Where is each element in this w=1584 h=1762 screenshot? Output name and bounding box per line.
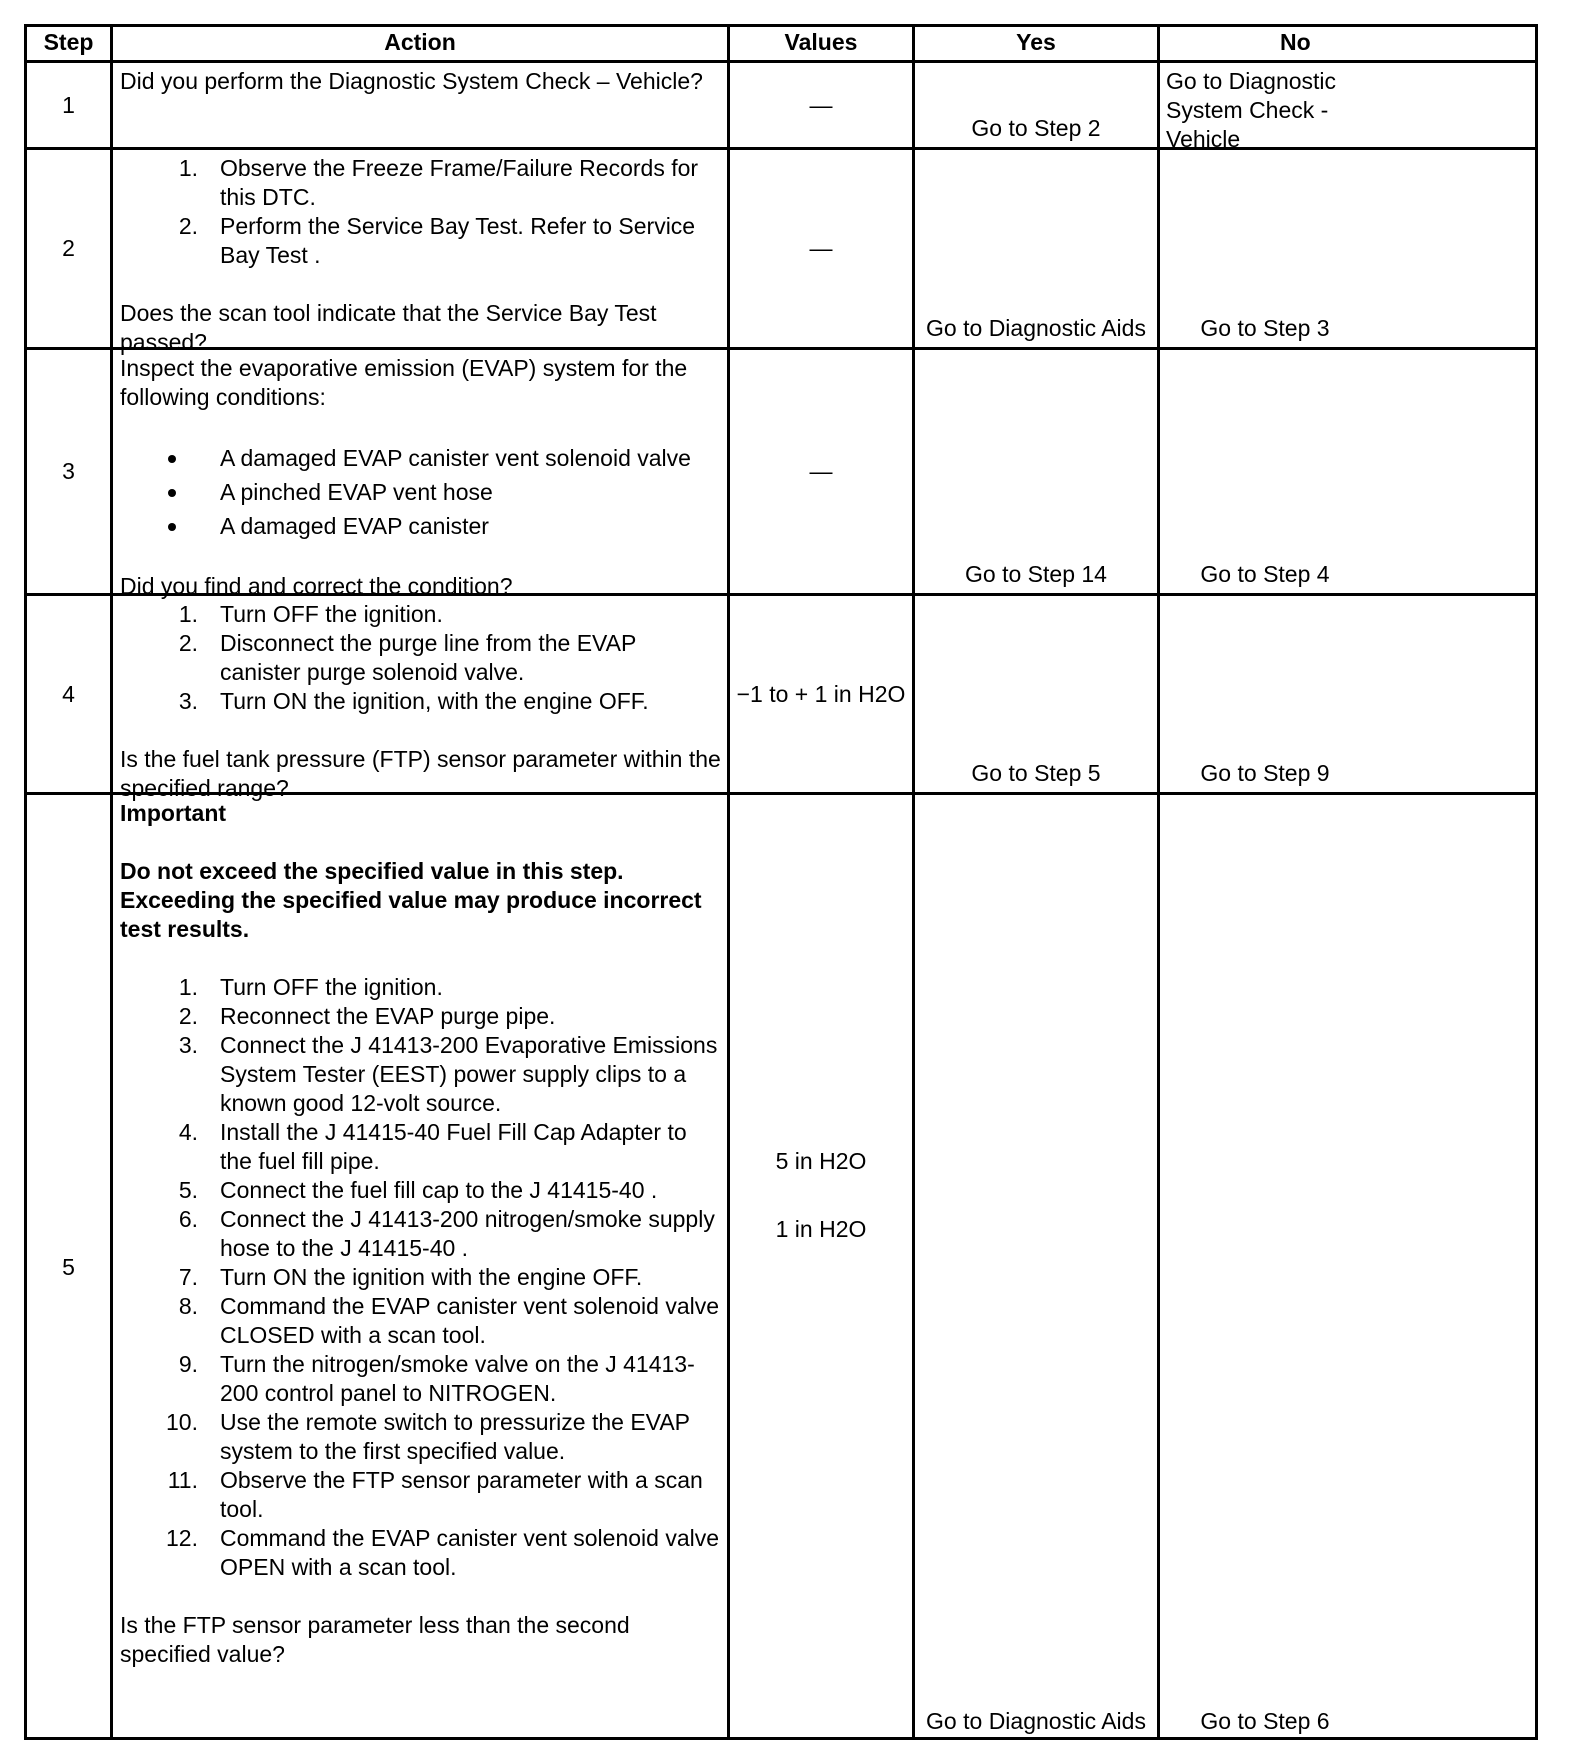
list-item: A damaged EVAP canister: [120, 509, 721, 543]
diagnostic-table: [24, 24, 1538, 1740]
list-item: 10. Use the remote switch to pressurize the EVAP system to the first specified value.: [166, 1409, 690, 1464]
list-item: 2. Reconnect the EVAP purge pipe.: [178, 1003, 556, 1029]
values-cell: —: [809, 91, 833, 118]
list-item: 3. Connect the J 41413-200 Evaporative Emissions System Tester (EEST) power supply clips to a known good 12-volt source.: [178, 1032, 718, 1116]
no-cell: Go to Step 9: [1200, 760, 1330, 786]
header-action: Action: [384, 29, 456, 55]
yes-cell: Go to Step 5: [971, 760, 1101, 786]
list-item: 1. Observe the Freeze Frame/Failure Records for this DTC.: [178, 155, 699, 210]
list-item: 1. Turn OFF the ignition.: [178, 601, 443, 627]
step-number: 2: [62, 235, 75, 261]
action-cell: [113, 596, 727, 801]
values-cell: −1 to + 1 in H2O: [736, 680, 906, 707]
action-cell: [113, 795, 727, 1740]
yes-cell: Go to Step 2: [971, 115, 1101, 141]
list-item: 2. Disconnect the purge line from the EVAP canister purge solenoid valve.: [178, 630, 636, 685]
second-specified-value: 1 in H2O: [775, 1216, 867, 1242]
action-cell: [113, 150, 727, 355]
step-number: 4: [62, 680, 75, 707]
list-item: 6. Connect the J 41413-200 nitrogen/smoke supply hose to the J 41415-40 .: [178, 1206, 715, 1261]
condition-list: [120, 441, 721, 543]
list-item: 4. Install the J 41415-40 Fuel Fill Cap Adapter to the fuel fill pipe.: [178, 1119, 687, 1174]
list-item: A pinched EVAP vent hose: [120, 475, 721, 509]
no-cell: Go to Step 6: [1200, 1708, 1330, 1734]
question-text: Did you perform the Diagnostic System Check – Vehicle?: [120, 68, 703, 94]
list-item: 11. Observe the FTP sensor parameter with a scan tool.: [167, 1467, 703, 1522]
list-item: A damaged EVAP canister vent solenoid valve: [120, 441, 721, 475]
values-cell: [730, 795, 912, 1740]
list-item: 9. Turn the nitrogen/smoke valve on the J 41413-200 control panel to NITROGEN.: [178, 1351, 695, 1406]
question-text: Is the fuel tank pressure (FTP) sensor parameter within the specified range?: [120, 746, 721, 801]
action-cell: [113, 63, 727, 147]
action-steps: [120, 600, 721, 716]
no-cell: Go to Step 4: [1200, 561, 1330, 587]
header-values: Values: [784, 29, 858, 55]
list-item: 12. Command the EVAP canister vent solenoid valve OPEN with a scan tool.: [166, 1525, 720, 1580]
header-step: Step: [43, 29, 94, 55]
list-item: 1. Turn OFF the ignition.: [178, 974, 443, 1000]
important-title: Important: [120, 800, 227, 826]
question-text: Does the scan tool indicate that the Service Bay Test passed?: [120, 300, 657, 355]
yes-cell: Go to Diagnostic Aids: [926, 1708, 1146, 1734]
header-no: No: [1280, 29, 1311, 55]
yes-cell: Go to Step 14: [965, 561, 1107, 587]
step-number: 3: [62, 458, 75, 484]
step-number: 5: [62, 1254, 75, 1280]
intro-text: Inspect the evaporative emission (EVAP) system for the following conditions:: [120, 355, 688, 410]
yes-cell: Go to Diagnostic Aids: [926, 315, 1146, 341]
action-steps: [120, 154, 721, 270]
no-cell: Go to Diagnostic System Check - Vehicle: [1166, 68, 1337, 152]
action-cell: [113, 350, 727, 599]
values-cell: —: [809, 458, 833, 484]
first-specified-value: 5 in H2O: [775, 1148, 867, 1174]
question-text: Did you find and correct the condition?: [120, 573, 513, 599]
list-item: 7. Turn ON the ignition with the engine OFF.: [178, 1264, 643, 1290]
no-cell: Go to Step 3: [1200, 315, 1330, 341]
important-text: Do not exceed the specified value in this step. Exceeding the specified value may produce incorrect test results.: [120, 858, 702, 942]
values-cell: —: [809, 235, 833, 261]
action-steps: [120, 973, 721, 1582]
list-item: 3. Turn ON the ignition, with the engine OFF.: [178, 688, 649, 714]
list-item: 8. Command the EVAP canister vent solenoid valve CLOSED with a scan tool.: [178, 1293, 720, 1348]
question-text: Is the FTP sensor parameter less than the second specified value?: [120, 1612, 630, 1667]
list-item: 5. Connect the fuel fill cap to the J 41415-40 .: [178, 1177, 658, 1203]
step-number: 1: [62, 91, 75, 118]
header-yes: Yes: [1016, 29, 1056, 55]
list-item: 2. Perform the Service Bay Test. Refer to Service Bay Test .: [178, 213, 696, 268]
